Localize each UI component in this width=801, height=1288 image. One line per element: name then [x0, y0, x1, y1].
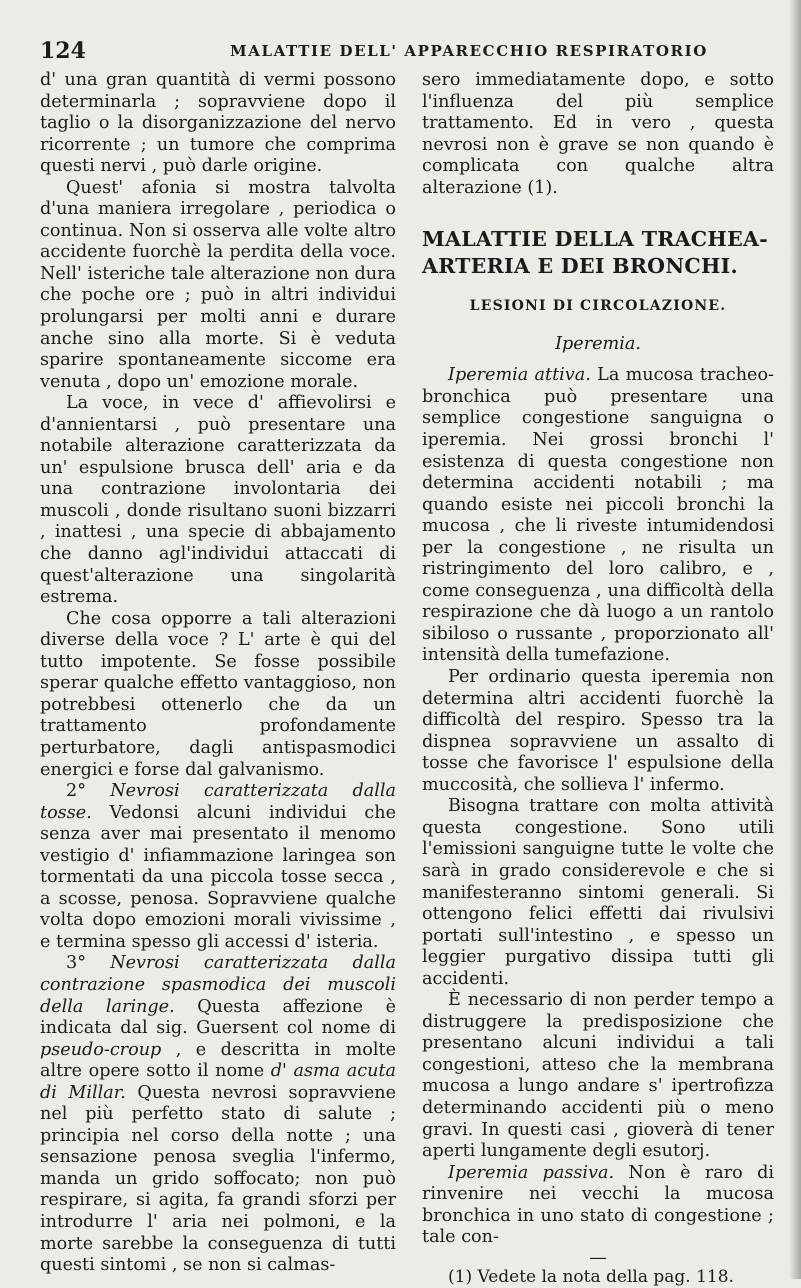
italic-heading: Iperemia attiva. — [448, 365, 591, 386]
page-number: 124 — [40, 38, 86, 64]
paragraph-text: La mucosa tracheo-bronchica può presentare una semplice congestione sanguigna o iperemia. Nei grossi bronchi l' esistenza di questa congestione non determina accidenti notabili ; ma quando esiste nei piccoli bronchi la mucosa , che li riveste intumidendosi per la congestione , ne risulta un ristringimento del loro calibro, e , come conseguenza , una difficoltà della respirazione che dà luogo a un rantolo sibiloso o russante , proporzionato all' intensità della tumefazione. — [422, 365, 774, 666]
paragraph-nevrosi-tosse — [40, 781, 396, 953]
paragraph-iperemia-attiva — [422, 365, 774, 667]
paragraph-iperemia-passiva — [422, 1163, 774, 1249]
footnote: (1) Vedete la nota della pag. 118. — [448, 1266, 734, 1287]
paragraph-text: Non è raro di rinvenire nei vecchi la mucosa bronchica in uno stato di congestione ; tale con- — [422, 1162, 774, 1248]
italic-heading: Iperemia. — [555, 333, 641, 354]
paragraph: sero immediatamente dopo, e sotto l'influenza del più semplice trattamento. Ed in vero , questa nevrosi non è grave se non quando è complicata con qualche altra alterazione (1). — [422, 70, 774, 198]
page-header — [40, 38, 780, 64]
italic-term: pseudo-croup — [40, 1039, 162, 1060]
running-title: MALATTIE DELL' APPARECCHIO RESPIRATORIO — [230, 42, 708, 60]
paragraph: Per ordinario questa iperemia non determina altri accidenti fuorchè la difficoltà del respiro. Spesso tra la dispnea sopravviene un assalto di tosse che favorisce l' espulsione della muccosità, che sollieva l' infermo. — [422, 667, 774, 795]
paragraph: d' una gran quantità di vermi possono determinarla ; sopravviene dopo il taglio o la disorganizzazione del nervo ricorrente ; un tumore che comprima questi nervi , può darle origine. — [40, 70, 396, 177]
italic-term: d' asma acuta di Millar. — [40, 1061, 397, 1103]
paragraph-text: Questa nevrosi sopravviene nel più perfetto stato di salute ; principia nel corso della notte ; una sensazione penosa sveglia l'infermo, manda un grido soffocato; non può respirare, si agita, fa grandi sforzi per introdurre l' aria nei polmoni, e la morte sarebbe la conseguenza di tutti questi sintomi , se non si calmas- — [40, 1082, 396, 1276]
italic-heading: Nevrosi caratterizzata dalla contrazione spasmodica dei muscoli della laringe. — [40, 953, 396, 1017]
paragraph-nevrosi-laringe — [40, 953, 396, 1276]
paragraph: Che cosa opporre a tali alterazioni diverse della voce ? L' arte è qui del tutto impotente. Se fosse possibile sperar qualche effetto vantaggioso, non potrebbesi ottenerlo che da un trattamento profondamente perturbatore, dagli antispasmodici energici e forse dal galvanismo. — [40, 608, 396, 780]
paragraph-text: Questa affezione è indicata dal sig. Guersent col nome di — [40, 996, 397, 1039]
footnote-divider: — — [589, 1247, 607, 1268]
subsection-heading: LESIONI DI CIRCOLAZIONE. — [469, 298, 727, 315]
italic-heading: Nevrosi caratterizzata dalla tosse. — [40, 781, 396, 823]
item-number: 3° — [66, 953, 86, 974]
paragraph-text: , e descritta in molte altre opere sotto il nome — [40, 1039, 396, 1082]
paragraph-text: Vedonsi alcuni individui che senza aver mai presentato il menomo vestigio d' infiammazione laringea son tormentati da una piccola tosse secca , a scosse, penosa. Sopravviene qualche volta dopo emozioni morali vivissime , e termina spesso gli accessi d' isteria. — [40, 802, 396, 952]
paragraph: Bisogna trattare con molta attività questa congestione. Sono utili l'emissioni sanguigne tutte le volte che sarà in grado considerevole e che si manifesteranno sintomi generali. Si ottengono felici effetti dai rivulsivi portati sull'intestino , e spesso un leggier purgativo dissipa tutti gli accidenti. — [422, 796, 774, 989]
left-column — [40, 70, 396, 1277]
right-column — [422, 70, 774, 1288]
paragraph: È necessario di non perder tempo a distruggere la predisposizione che presentano alcuni individui a tali congestioni, atteso che la membrana mucosa a lungo andare s' ipertrofizza determinando accidenti più o meno gravi. In questi casi , gioverà di tener aperti lungamente degli esutorj. — [422, 990, 774, 1162]
item-number: 2° — [66, 781, 86, 802]
paragraph: La voce, in vece d' affievolirsi e d'annientarsi , può presentare una notabile alterazione caratterizzata da un' espulsione brusca dell' aria e da una contrazione involontaria dei muscoli , donde risultano suoni bizzarri , inattesi , una specie di abbajamento che danno agl'individui attaccati di quest'alterazione una singolarità estrema. — [40, 393, 396, 608]
section-title: MALATTIE DELLA TRACHEA-ARTERIA E DEI BRONCHI. — [422, 227, 769, 279]
italic-heading: Iperemia passiva. — [448, 1162, 615, 1183]
paragraph: Quest' afonia si mostra talvolta d'una maniera irregolare , periodica o continua. Non si osserva alle volte altro accidente fuorchè la perdita della voce. Nell' isteriche tale alterazione non dura che poche ore ; può in altri individui prolungarsi per molti anni e durare anche sino alla morte. Si è veduta sparire spontaneamente siccome era venuta , dopo un' emozione morale. — [40, 177, 396, 392]
page-edge-shadow — [789, 0, 801, 1279]
